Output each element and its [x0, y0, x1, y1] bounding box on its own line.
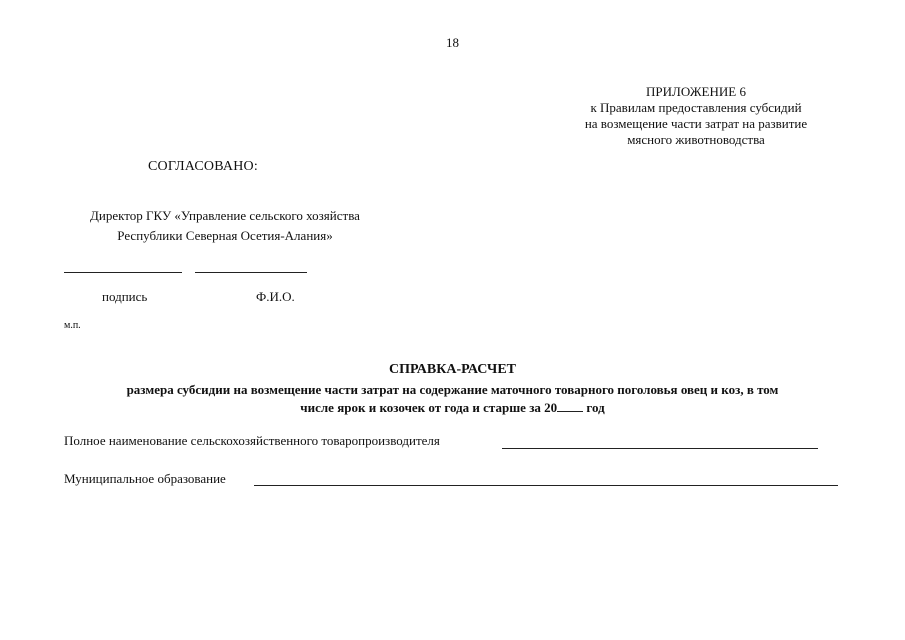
- year-blank: [557, 400, 583, 412]
- approval-heading: СОГЛАСОВАНО:: [148, 159, 258, 174]
- subtitle-line-end: год: [586, 400, 605, 415]
- name-line: [195, 272, 307, 273]
- municipality-blank: [254, 485, 838, 486]
- appendix-line: на возмещение части затрат на развитие: [584, 116, 808, 131]
- appendix-block: [540, 84, 852, 148]
- name-label: Ф.И.О.: [256, 289, 295, 304]
- director-line: Директор ГКУ «Управление сельского хозяйства: [90, 208, 360, 223]
- appendix-line: к Правилам предоставления субсидий: [590, 100, 802, 115]
- document-subtitle: [60, 381, 845, 417]
- municipality-label: Муниципальное образование: [64, 471, 226, 486]
- producer-blank: [502, 448, 818, 449]
- document-title: СПРАВКА-РАСЧЕТ: [388, 362, 517, 377]
- director-line: Республики Северная Осетия-Алания»: [117, 228, 333, 243]
- subtitle-line-start: числе ярок и козочек от года и старше за 20: [300, 400, 558, 415]
- stamp-label: м.п.: [64, 320, 81, 331]
- director-block: [40, 206, 410, 246]
- signature-line: [64, 272, 182, 273]
- appendix-line: мясного животноводства: [627, 132, 765, 147]
- subtitle-line: [60, 399, 845, 417]
- signature-label: подпись: [102, 289, 148, 304]
- appendix-title: ПРИЛОЖЕНИЕ 6: [646, 84, 746, 99]
- subtitle-line: размера субсидии на возмещение части затрат на содержание маточного товарного поголовья овец и коз, в том: [126, 382, 779, 397]
- producer-label: Полное наименование сельскохозяйственного товаропроизводителя: [64, 433, 440, 448]
- page-number: 18: [446, 35, 459, 50]
